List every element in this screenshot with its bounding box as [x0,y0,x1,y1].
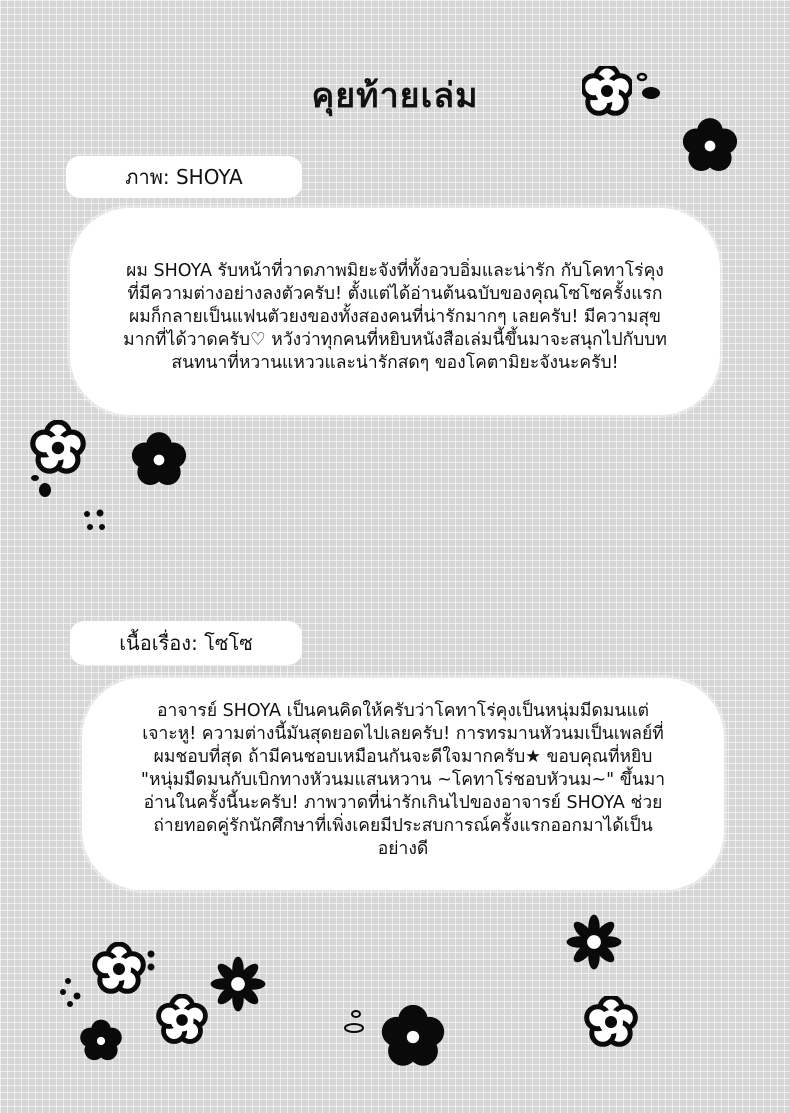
story-comment-line: อาจารย์ SHOYA เป็นคนคิดให้ครับว่าโคทาโร่คุงเป็นหนุ่มมีดมนแต่ [157,701,649,721]
outline-flower-icon [92,942,146,996]
solid-flower-icon [78,1018,124,1064]
story-comment-line: "หนุ่มมืดมนกับเบิกทางหัวนมแสนหวาน ~โคทาโร่ชอบหัวนม~" ขึ้นมา [140,770,666,790]
petal-drop-icon [28,472,56,500]
story-comment-line: อ่านในครั้งนี้นะครับ! ภาพวาดที่น่ารักเกินไปของอาจารย์ SHOYA ช่วย [143,793,663,813]
spiky-flower-icon [562,910,626,974]
outline-flower-icon [584,996,638,1048]
art-comment-line: ที่มีความต่างอย่างลงตัวครับ! ตั้งแต่ได้อ่านต้นฉบับของคุณโซโซครั้งแรก [127,284,663,304]
art-credit-label: ภาพ: SHOYA [125,165,243,189]
art-comment-text [70,260,720,375]
story-comment-line: ผมชอบที่สุด ถ้ามีคนชอบเหมือนกันจะดีใจมากครับ★ ขอบคุณที่หยิบ [153,747,653,767]
spiky-flower-icon [206,952,270,1016]
art-comment-line: สนทนาที่หวานแหววและน่ารักสดๆ ของโคตามิยะจังนะครับ! [171,353,619,373]
solid-flower-icon [126,430,192,490]
story-comment-line: เจาะหู! ความต่างนี้มันสุดยอดไปเลยครับ! การทรมานหัวนมเป็นเพลย์ที่ [142,724,664,744]
story-comment-line: อย่างดี [377,839,429,859]
story-credit-tag [70,621,302,665]
art-comment-line: มากที่ได้วาดครับ♡ หวังว่าทุกคนที่หยิบหนังสือเล่มนี้ขึ้นมาจะสนุกไปกับบท [123,330,667,350]
story-comment-text [82,700,724,861]
solid-flower-icon [680,116,740,176]
outline-flower-icon [30,420,86,476]
page-title: คุยท้ายเล่ม [311,76,479,116]
story-credit-label: เนื้อเรื่อง: โซโซ [119,631,253,655]
art-comment-line: ผมก็กลายเป็นแฟนตัวยงของทั้งสองคนที่น่ารักมากๆ เลยครับ! มีความสุข [128,307,662,327]
dot-cluster-icon [58,976,86,1008]
petal-drop-icon [634,70,664,102]
dot-cluster-icon [144,948,158,974]
art-credit-tag [66,156,302,198]
outline-flower-icon [156,994,208,1046]
petal-drop-icon [342,1006,370,1036]
art-comment-line: ผม SHOYA รับหน้าที่วาดภาพมิยะจังที่ทั้งอวบอิ่มและน่ารัก กับโคทาโร่คุง [126,261,664,281]
art-comment-bubble [70,208,720,415]
dot-cluster-icon [82,508,110,534]
story-comment-bubble [82,678,724,890]
story-comment-line: ถ่ายทอดคู่รักนักศึกษาที่เพิ่งเคยมีประสบการณ์ครั้งแรกออกมาได้เป็น [153,816,653,836]
solid-flower-icon [376,1000,450,1074]
outline-flower-icon [582,66,632,116]
